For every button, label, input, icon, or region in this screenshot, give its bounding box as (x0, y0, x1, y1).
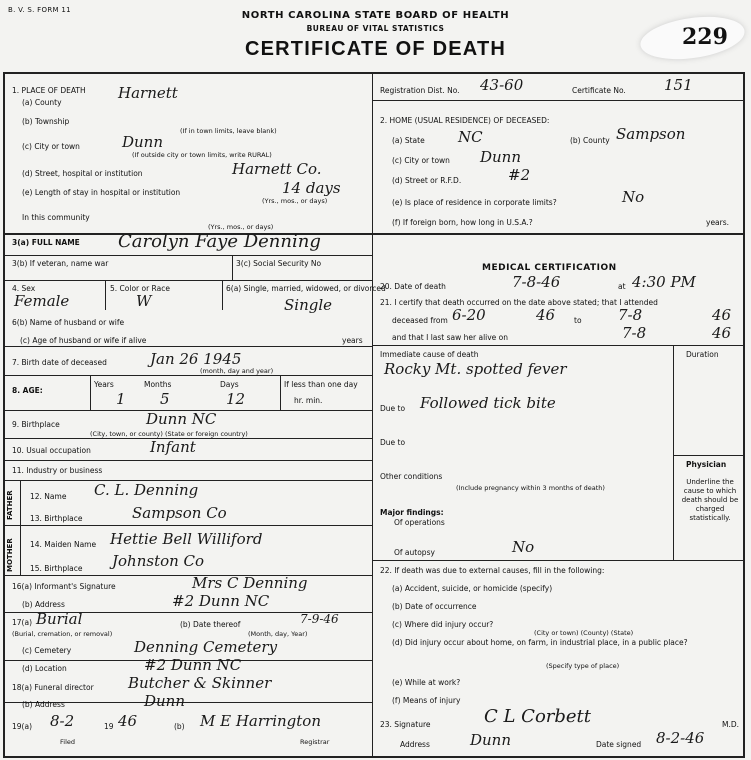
funeral-director-label: 18(a) Funeral director (12, 683, 94, 692)
physician-note: Underline the cause to which death should be charged statistically. (681, 478, 739, 522)
rule (3, 280, 373, 281)
father-section-label: FATHER (6, 490, 14, 520)
rule (3, 460, 373, 461)
age-months-header: Months (144, 380, 172, 389)
attended-from-year: 46 (536, 306, 556, 324)
father-birthplace-label: 13. Birthplace (30, 514, 83, 523)
father-birthplace-value: Sampson Co (132, 504, 227, 522)
location-value: #2 Dunn NC (144, 656, 242, 674)
years-label: years (342, 336, 363, 345)
signature-label: 23. Signature (380, 720, 431, 729)
husband-age-label: (c) Age of husband or wife if alive (20, 336, 147, 345)
form-number: B. V. S. FORM 11 (8, 6, 71, 14)
certificate-title: CERTIFICATE OF DEATH (244, 38, 507, 60)
full-name-label: 3(a) FULL NAME (12, 238, 80, 247)
father-name-value: C. L. Denning (94, 481, 199, 499)
cemetery-value: Denning Cemetery (134, 638, 278, 656)
home-state-value: NC (458, 128, 483, 146)
age-days-header: Days (220, 380, 239, 389)
sex-value: Female (14, 292, 70, 310)
age-years-value: 1 (116, 390, 126, 408)
death-time-value: 4:30 PM (632, 273, 696, 291)
filed-year-label: 19 (104, 722, 114, 731)
last-saw-label: and that I last saw her alive on (392, 333, 509, 342)
rule (372, 345, 745, 346)
city-label: (c) City or town (22, 142, 80, 151)
mother-maiden-value: Hettie Bell Williford (110, 530, 263, 548)
burial-label: 17(a) (12, 618, 32, 627)
pregnancy-note: (Include pregnancy within 3 months of death) (456, 484, 605, 492)
location-label: (d) Location (22, 664, 67, 673)
external-a-label: (a) Accident, suicide, or homicide (specify) (392, 584, 553, 593)
rule (372, 100, 745, 101)
full-name-value: Carolyn Faye Denning (118, 231, 321, 252)
husband-label: 6(b) Name of husband or wife (12, 318, 125, 327)
birth-date-note: (month, day and year) (200, 367, 274, 375)
burial-value: Burial (36, 610, 83, 628)
community-label: In this community (22, 213, 90, 222)
rule (673, 345, 674, 560)
home-corporate-label: (e) Is place of residence in corporate limits? (392, 198, 557, 207)
county-label: (a) County (22, 98, 62, 107)
physician-address-value: Dunn (470, 731, 512, 749)
city-value: Dunn (122, 133, 164, 151)
community-note: (Yrs., mos., or days) (208, 223, 274, 231)
at-label: at (618, 282, 626, 291)
funeral-address-value: Dunn (144, 692, 186, 710)
stay-label: (e) Length of stay in hospital or institution (22, 188, 181, 197)
external-c-note: (City or town) (County) (State) (534, 629, 634, 637)
immediate-cause-value: Rocky Mt. spotted fever (384, 360, 567, 378)
birthplace-label: 9. Birthplace (12, 420, 60, 429)
rule (372, 233, 745, 235)
duration-label: Duration (686, 350, 719, 359)
home-county-label: (b) County (570, 136, 610, 145)
due-to-2-label: Due to (380, 438, 406, 447)
home-street-value: #2 (508, 166, 531, 184)
home-state-label: (a) State (392, 136, 425, 145)
rule (3, 255, 373, 256)
age-days-value: 12 (226, 390, 246, 408)
rule (372, 560, 745, 561)
deceased-from-label: deceased from (392, 316, 448, 325)
external-b-label: (b) Date of occurrence (392, 602, 477, 611)
funeral-director-value: Butcher & Skinner (128, 674, 272, 692)
external-e-label: (e) While at work? (392, 678, 461, 687)
registrar-note: Registrar (300, 738, 330, 746)
age-label: 8. AGE: (12, 386, 43, 395)
external-d-label: (d) Did injury occur about home, on farm, in industrial place, in a public place? (392, 638, 688, 647)
marital-label: 6(a) Single, married, widowed, or divorced (226, 284, 386, 293)
informant-address-label: (b) Address (22, 600, 65, 609)
other-conditions-label: Other conditions (380, 472, 443, 481)
death-date-label: 20. Date of death (380, 282, 446, 291)
rule (222, 280, 223, 310)
home-label: 2. HOME (USUAL RESIDENCE) OF DECEASED: (380, 116, 550, 125)
external-c-label: (c) Where did injury occur? (392, 620, 494, 629)
last-saw-year: 46 (712, 324, 732, 342)
home-city-value: Dunn (480, 148, 522, 166)
stamp-number: 229 (682, 24, 728, 50)
immediate-cause-label: Immediate cause of death (380, 350, 479, 359)
autopsy-value: No (512, 538, 535, 556)
mother-birthplace-value: Johnston Co (112, 552, 205, 570)
informant-value: Mrs C Denning (192, 574, 308, 592)
date-signed-value: 8-2-46 (656, 729, 705, 747)
home-street-label: (d) Street or R.F.D. (392, 176, 462, 185)
rule (232, 255, 233, 280)
veteran-label: 3(b) If veteran, name war (12, 259, 109, 268)
street-label: (d) Street, hospital or institution (22, 169, 143, 178)
burial-date-note: (Month, day, Year) (248, 630, 308, 638)
street-value: Harnett Co. (232, 160, 322, 178)
township-note: (If in town limits, leave blank) (180, 127, 277, 135)
attended-to-value: 7-8 (618, 306, 643, 324)
informant-label: 16(a) Informant's Signature (12, 582, 116, 591)
home-city-label: (c) City or town (392, 156, 450, 165)
occupation-label: 10. Usual occupation (12, 446, 91, 455)
color-label: 5. Color or Race (110, 284, 170, 293)
rule (3, 575, 373, 576)
home-county-value: Sampson (616, 125, 686, 143)
registration-dist-label: Registration Dist. No. (380, 86, 460, 95)
ssn-label: 3(c) Social Security No (236, 259, 322, 268)
major-findings-label: Major findings: (380, 508, 444, 517)
less-day-label: If less than one day (284, 380, 358, 389)
attended-from-value: 6-20 (452, 306, 486, 324)
sex-label: 4. Sex (12, 284, 36, 293)
due-to-label: Due to (380, 404, 406, 413)
birth-date-label: 7. Birth date of deceased (12, 358, 107, 367)
md-label: M.D. (722, 720, 740, 729)
attended-to-year: 46 (712, 306, 732, 324)
burial-date-label: (b) Date thereof (180, 620, 241, 629)
burial-date-value: 7-9-46 (300, 612, 339, 626)
mother-birthplace-label: 15. Birthplace (30, 564, 83, 573)
filed-value: 8-2 (50, 712, 75, 730)
rule (280, 375, 281, 410)
last-saw-value: 7-8 (622, 324, 647, 342)
registration-dist-value: 43-60 (480, 76, 524, 94)
rule (90, 375, 91, 410)
due-to-value: Followed tick bite (420, 394, 556, 412)
county-value: Harnett (118, 84, 178, 102)
certificate-no-value: 151 (664, 76, 693, 94)
column-divider (372, 72, 373, 758)
physician-label: Physician (686, 460, 727, 469)
stay-note: (Yrs., mos., or days) (262, 197, 328, 205)
father-name-label: 12. Name (30, 492, 67, 501)
bureau-name: BUREAU OF VITAL STATISTICS (306, 24, 445, 33)
registrar-value: M E Harrington (200, 712, 321, 730)
hr-min-label: hr. min. (294, 396, 323, 405)
signature-value: C L Corbett (484, 706, 592, 727)
rule (20, 480, 21, 575)
registrar-label: (b) (174, 722, 185, 731)
filed-label: 19(a) (12, 722, 32, 731)
informant-address-value: #2 Dunn NC (172, 592, 270, 610)
rule (3, 525, 373, 526)
certify-text: 21. I certify that death occurred on the date above stated; that I attended (380, 298, 658, 307)
external-f-label: (f) Means of injury (392, 696, 461, 705)
birthplace-value: Dunn NC (146, 410, 217, 428)
certificate-no-label: Certificate No. (572, 86, 626, 95)
age-months-value: 5 (160, 390, 170, 408)
filed-year-value: 46 (118, 712, 138, 730)
burial-note: (Burial, cremation, or removal) (12, 630, 113, 638)
death-date-value: 7-8-46 (512, 273, 561, 291)
township-label: (b) Township (22, 117, 70, 126)
marital-value: Single (284, 296, 333, 314)
operations-label: Of operations (394, 518, 445, 527)
cemetery-label: (c) Cemetery (22, 646, 72, 655)
date-signed-label: Date signed (596, 740, 642, 749)
external-d-note: (Specify type of place) (546, 662, 620, 670)
funeral-address-label: (b) Address (22, 700, 65, 709)
rule (105, 280, 106, 310)
occupation-value: Infant (150, 438, 196, 456)
filed-note: Filed (60, 738, 76, 746)
birthplace-note: (City, town, or county) (State or foreign country) (90, 430, 248, 438)
color-value: W (136, 292, 152, 310)
rule (673, 455, 745, 456)
home-foreign-label: (f) If foreign born, how long in U.S.A.? (392, 218, 533, 227)
home-foreign-years: years. (706, 218, 730, 227)
birth-date-value: Jan 26 1945 (150, 350, 242, 368)
autopsy-label: Of autopsy (394, 548, 435, 557)
industry-label: 11. Industry or business (12, 466, 103, 475)
external-causes-label: 22. If death was due to external causes, fill in the following: (380, 566, 605, 575)
home-corporate-value: No (622, 188, 645, 206)
city-note: (If outside city or town limits, write RURAL) (132, 151, 272, 159)
header (0, 0, 751, 72)
medical-certification-heading: MEDICAL CERTIFICATION (482, 263, 617, 273)
physician-address-label: Address (400, 740, 430, 749)
board-name: NORTH CAROLINA STATE BOARD OF HEALTH (241, 10, 510, 21)
mother-section-label: MOTHER (6, 538, 14, 572)
rule (3, 346, 373, 347)
rule (3, 375, 373, 376)
place-of-death-label: 1. PLACE OF DEATH (12, 86, 86, 95)
mother-maiden-label: 14. Maiden Name (30, 540, 97, 549)
stay-value: 14 days (282, 179, 341, 197)
age-years-header: Years (94, 380, 114, 389)
to-label: to (574, 316, 582, 325)
